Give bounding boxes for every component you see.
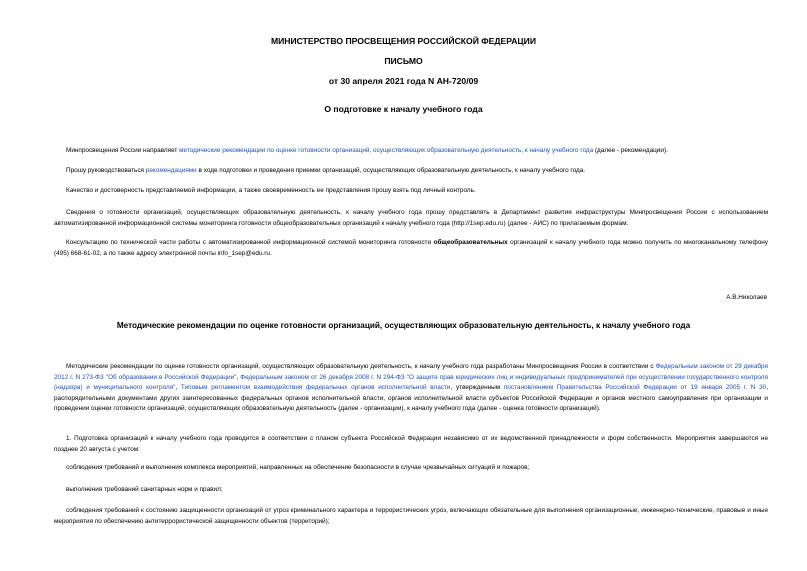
typical-regulation-link[interactable]: Типовым регламентом взаимодействия федеральных органов исполнительной власти <box>180 384 451 391</box>
document-date-number: от 30 апреля 2021 года N АН-720/09 <box>328 76 479 86</box>
document-subject: О подготовке к началу учебного года <box>324 104 483 114</box>
letter-paragraph-5 <box>54 238 768 259</box>
text: , <box>175 384 181 391</box>
document-type: ПИСЬМО <box>384 56 423 66</box>
law-294-link[interactable]: Федеральным законом от 26 декабря 2008 г. N 294-ФЗ "О защите прав юридических лиц и индивидуальных предпринимателей при осуществлении государственного контроля (надзора) и муниципального контроля" <box>54 373 768 391</box>
text: в ходе подготовки и проведения приемки организаций, осуществляющих образовательную деятельность, к началу учебного года. <box>196 167 586 174</box>
list-item: соблюдения требований к состоянию защищенности организаций от угроз криминального характера и террористических угроз, включающих обязательные для выполнения организационные, инженерно-технические, правовые и иные мероприятия по обеспечению антитеррористической защищенности объектов (территорий); <box>54 507 768 525</box>
recommendations-item-1: 1. Подготовка организаций к началу учебного года проводится в соответствии с планом субъекта Российской Федерации независимо от их ведомственной принадлежности и форм собственности. Мероприятия завершаются не позднее 20 августа с учетом: <box>54 435 768 453</box>
text: , утвержденным <box>450 384 504 391</box>
letter-paragraph-1 <box>54 146 768 157</box>
list-item: выполнения требований санитарных норм и правил; <box>66 486 223 493</box>
recommendations-intro <box>54 362 768 415</box>
letter-paragraph-4: Сведения о готовности организаций, осуществляющих образовательную деятельность, к началу учебного года прошу представлять в Департамент развития инфраструктуры Минпросвещения России с использованием автоматизированной информационной системы мониторинга готовности общеобразовательных организаций к началу учебного года (http://1sep.edu.ru) (далее - АИС) по прилагаемым формам. <box>54 209 768 227</box>
recommendations-short-link[interactable]: рекомендациями <box>145 167 197 174</box>
text: , распорядительными документами других заинтересованных федеральных органов исполнительной власти, органов исполнительной власти субъектов Российской Федерации и органов местного самоуправления при организации и проведении оценки готовности организаций, осуществляющих образовательную деятельность (далее - организации), к началу учебного года (далее - оценка готовности организаций). <box>54 384 768 412</box>
text: Минпросвещения России направляет <box>66 147 180 154</box>
recommendations-title: Методические рекомендации по оценке готовности организаций, осуществляющих образовательную деятельность, к началу учебного года <box>116 321 691 330</box>
law-273-link[interactable]: Федеральным законом от 29 декабря 2012 г. N 273-ФЗ "Об образовании в Российской Федерации" <box>54 363 768 381</box>
text: (далее - рекомендации). <box>593 147 668 154</box>
recommendations-link[interactable]: методические рекомендации по оценке готовности организаций, осуществляющих образовательную деятельность, к началу учебного года <box>179 147 594 154</box>
ministry-name: МИНИСТЕРСТВО ПРОСВЕЩЕНИЯ РОССИЙСКОЙ ФЕДЕРАЦИИ <box>270 36 537 46</box>
signature: А.В.Николаев <box>726 294 767 301</box>
text: Методические рекомендации по оценке готовности организаций, осуществляющих образовательную деятельность, к началу учебного года разработаны Минпросвещения России в соответствии с <box>66 363 656 370</box>
text: Консультацию по технической части работы с автоматизированной информационной системой мониторинга готовности <box>66 239 434 246</box>
text: Прошу руководствоваться <box>66 167 146 174</box>
bold-text: общеобразовательных <box>433 239 508 246</box>
government-decree-link[interactable]: постановлением Правительства Российской Федерации от 19 января 2005 г. N 30 <box>503 384 767 391</box>
letter-paragraph-3: Качество и достоверность представляемой информации, а также своевременность ее представления прошу взять под личный контроль. <box>66 187 476 194</box>
text: организаций к началу учебного года можно получить по многоканальному телефону (495) 668-61-02, а по также адресу электронной почты info_1sep@edu.ru. <box>54 239 768 257</box>
list-item: соблюдения требований и выполнения комплекса мероприятий, направленных на обеспечение безопасности в случае чрезвычайных ситуаций и пожаров; <box>66 464 530 471</box>
letter-paragraph-2 <box>54 166 768 177</box>
text: , <box>236 373 241 381</box>
